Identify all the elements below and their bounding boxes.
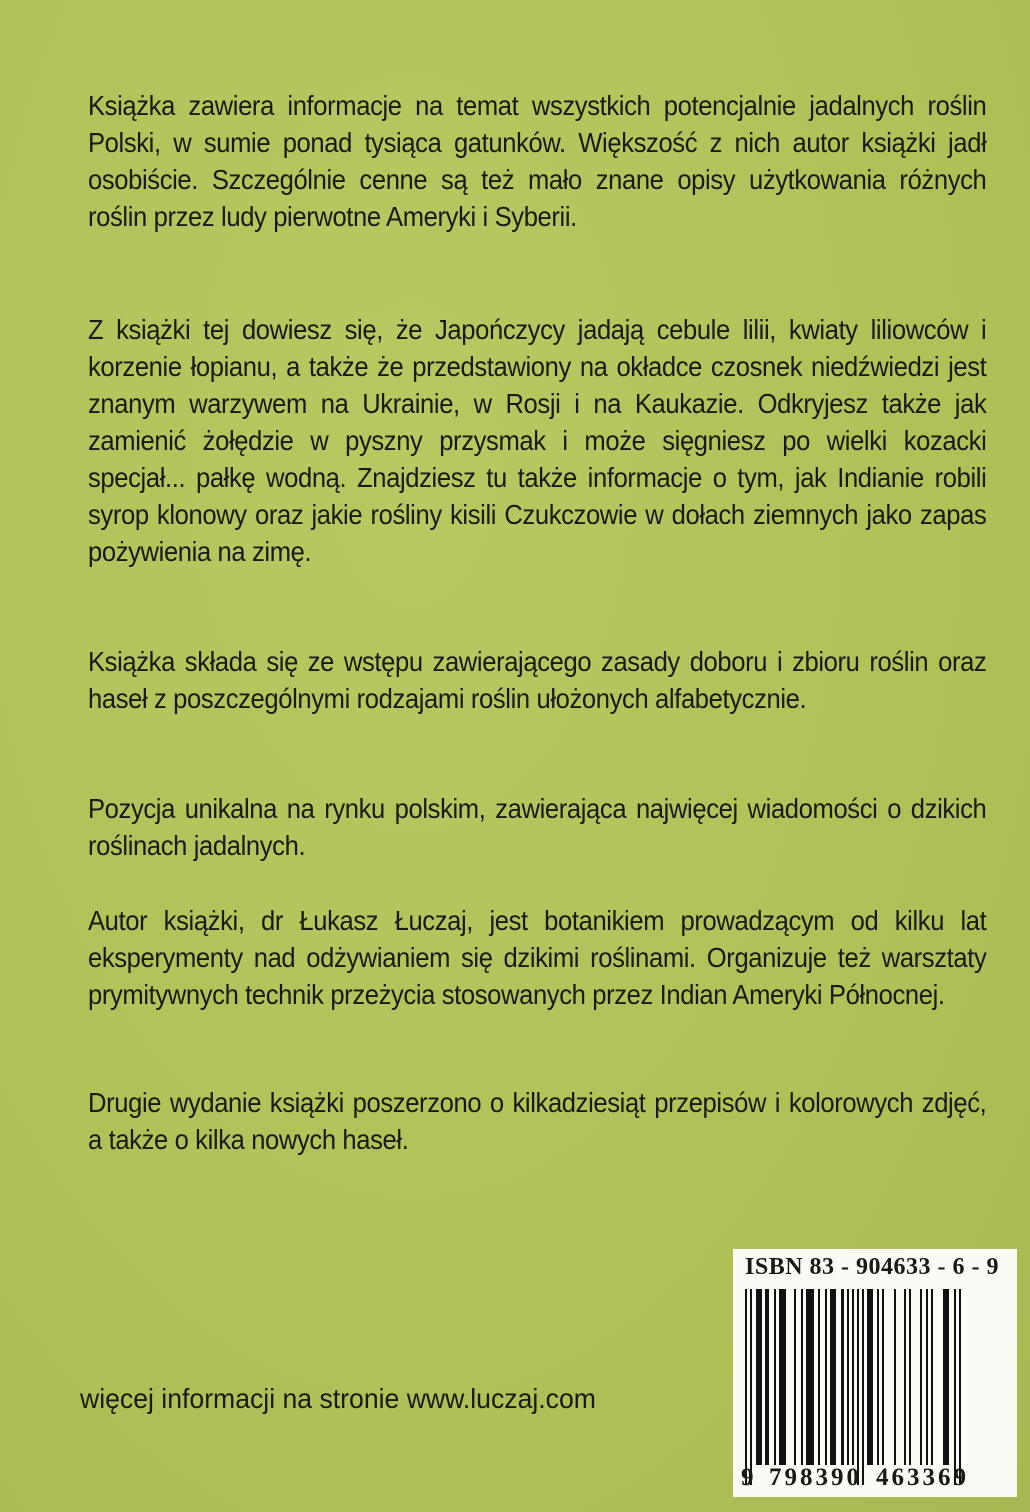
website-info: więcej informacji na stronie www.luczaj.com bbox=[80, 1383, 596, 1414]
barcode-digits-right: 463369 bbox=[876, 1464, 969, 1491]
isbn-label: ISBN 83 - 904633 - 6 - 9 bbox=[745, 1254, 1000, 1280]
isbn-barcode bbox=[733, 1249, 1017, 1497]
barcode-digits-left: 798390 bbox=[769, 1464, 862, 1491]
barcode-bars-icon bbox=[745, 1289, 1005, 1469]
paragraph-examples: Z książki tej dowiesz się, że Japończycy jadają cebule lilii, kwiaty liliowców i korzenie łopianu, a także że przedstawiony na okładce czosnek niedźwiedzi jest znanym warzywem na Ukrainie, w Rosji i na Kaukazie. Odkryjesz także jak zamienić żołędzie w pyszny przysmak i może sięgniesz po wielki kozacki specjał... pałkę wodną. Znajdziesz tu także informacje o tym, jak Indianie robili syrop klonowy oraz jakie rośliny kisili Czukczowie w dołach ziemnych jako zapas pożywienia na zimę. bbox=[88, 314, 987, 567]
barcode-digit-first: 9 bbox=[741, 1464, 757, 1491]
paragraph-second-edition: Drugie wydanie książki poszerzono o kilkadziesiąt przepisów i kolorowych zdjęć, a także o kilka nowych haseł. bbox=[88, 1087, 987, 1155]
paragraph-structure: Książka składa się ze wstępu zawierającego zasady doboru i zbioru roślin oraz haseł z poszczególnymi rodzajami roślin ułożonych alfabetycznie. bbox=[88, 646, 987, 714]
paragraph-unique: Pozycja unikalna na rynku polskim, zawierająca najwięcej wiadomości o dzikich roślinach jadalnych. bbox=[88, 793, 987, 861]
paragraph-author: Autor książki, dr Łukasz Łuczaj, jest botanikiem prowadzącym od kilku lat eksperymenty nad odżywianiem się dzikimi roślinami. Organizuje też warsztaty prymitywnych technik przeżycia stosowanych przez Indian Ameryki Północnej. bbox=[88, 905, 987, 1010]
paragraph-intro: Książka zawiera informacje na temat wszystkich potencjalnie jadalnych roślin Polski, w sumie ponad tysiąca gatunków. Większość z nich autor książki jadł osobiście. Szczególnie cenne są też mało znane opisy użytkowania różnych roślin przez ludy pierwotne Ameryki i Syberii. bbox=[88, 90, 987, 232]
